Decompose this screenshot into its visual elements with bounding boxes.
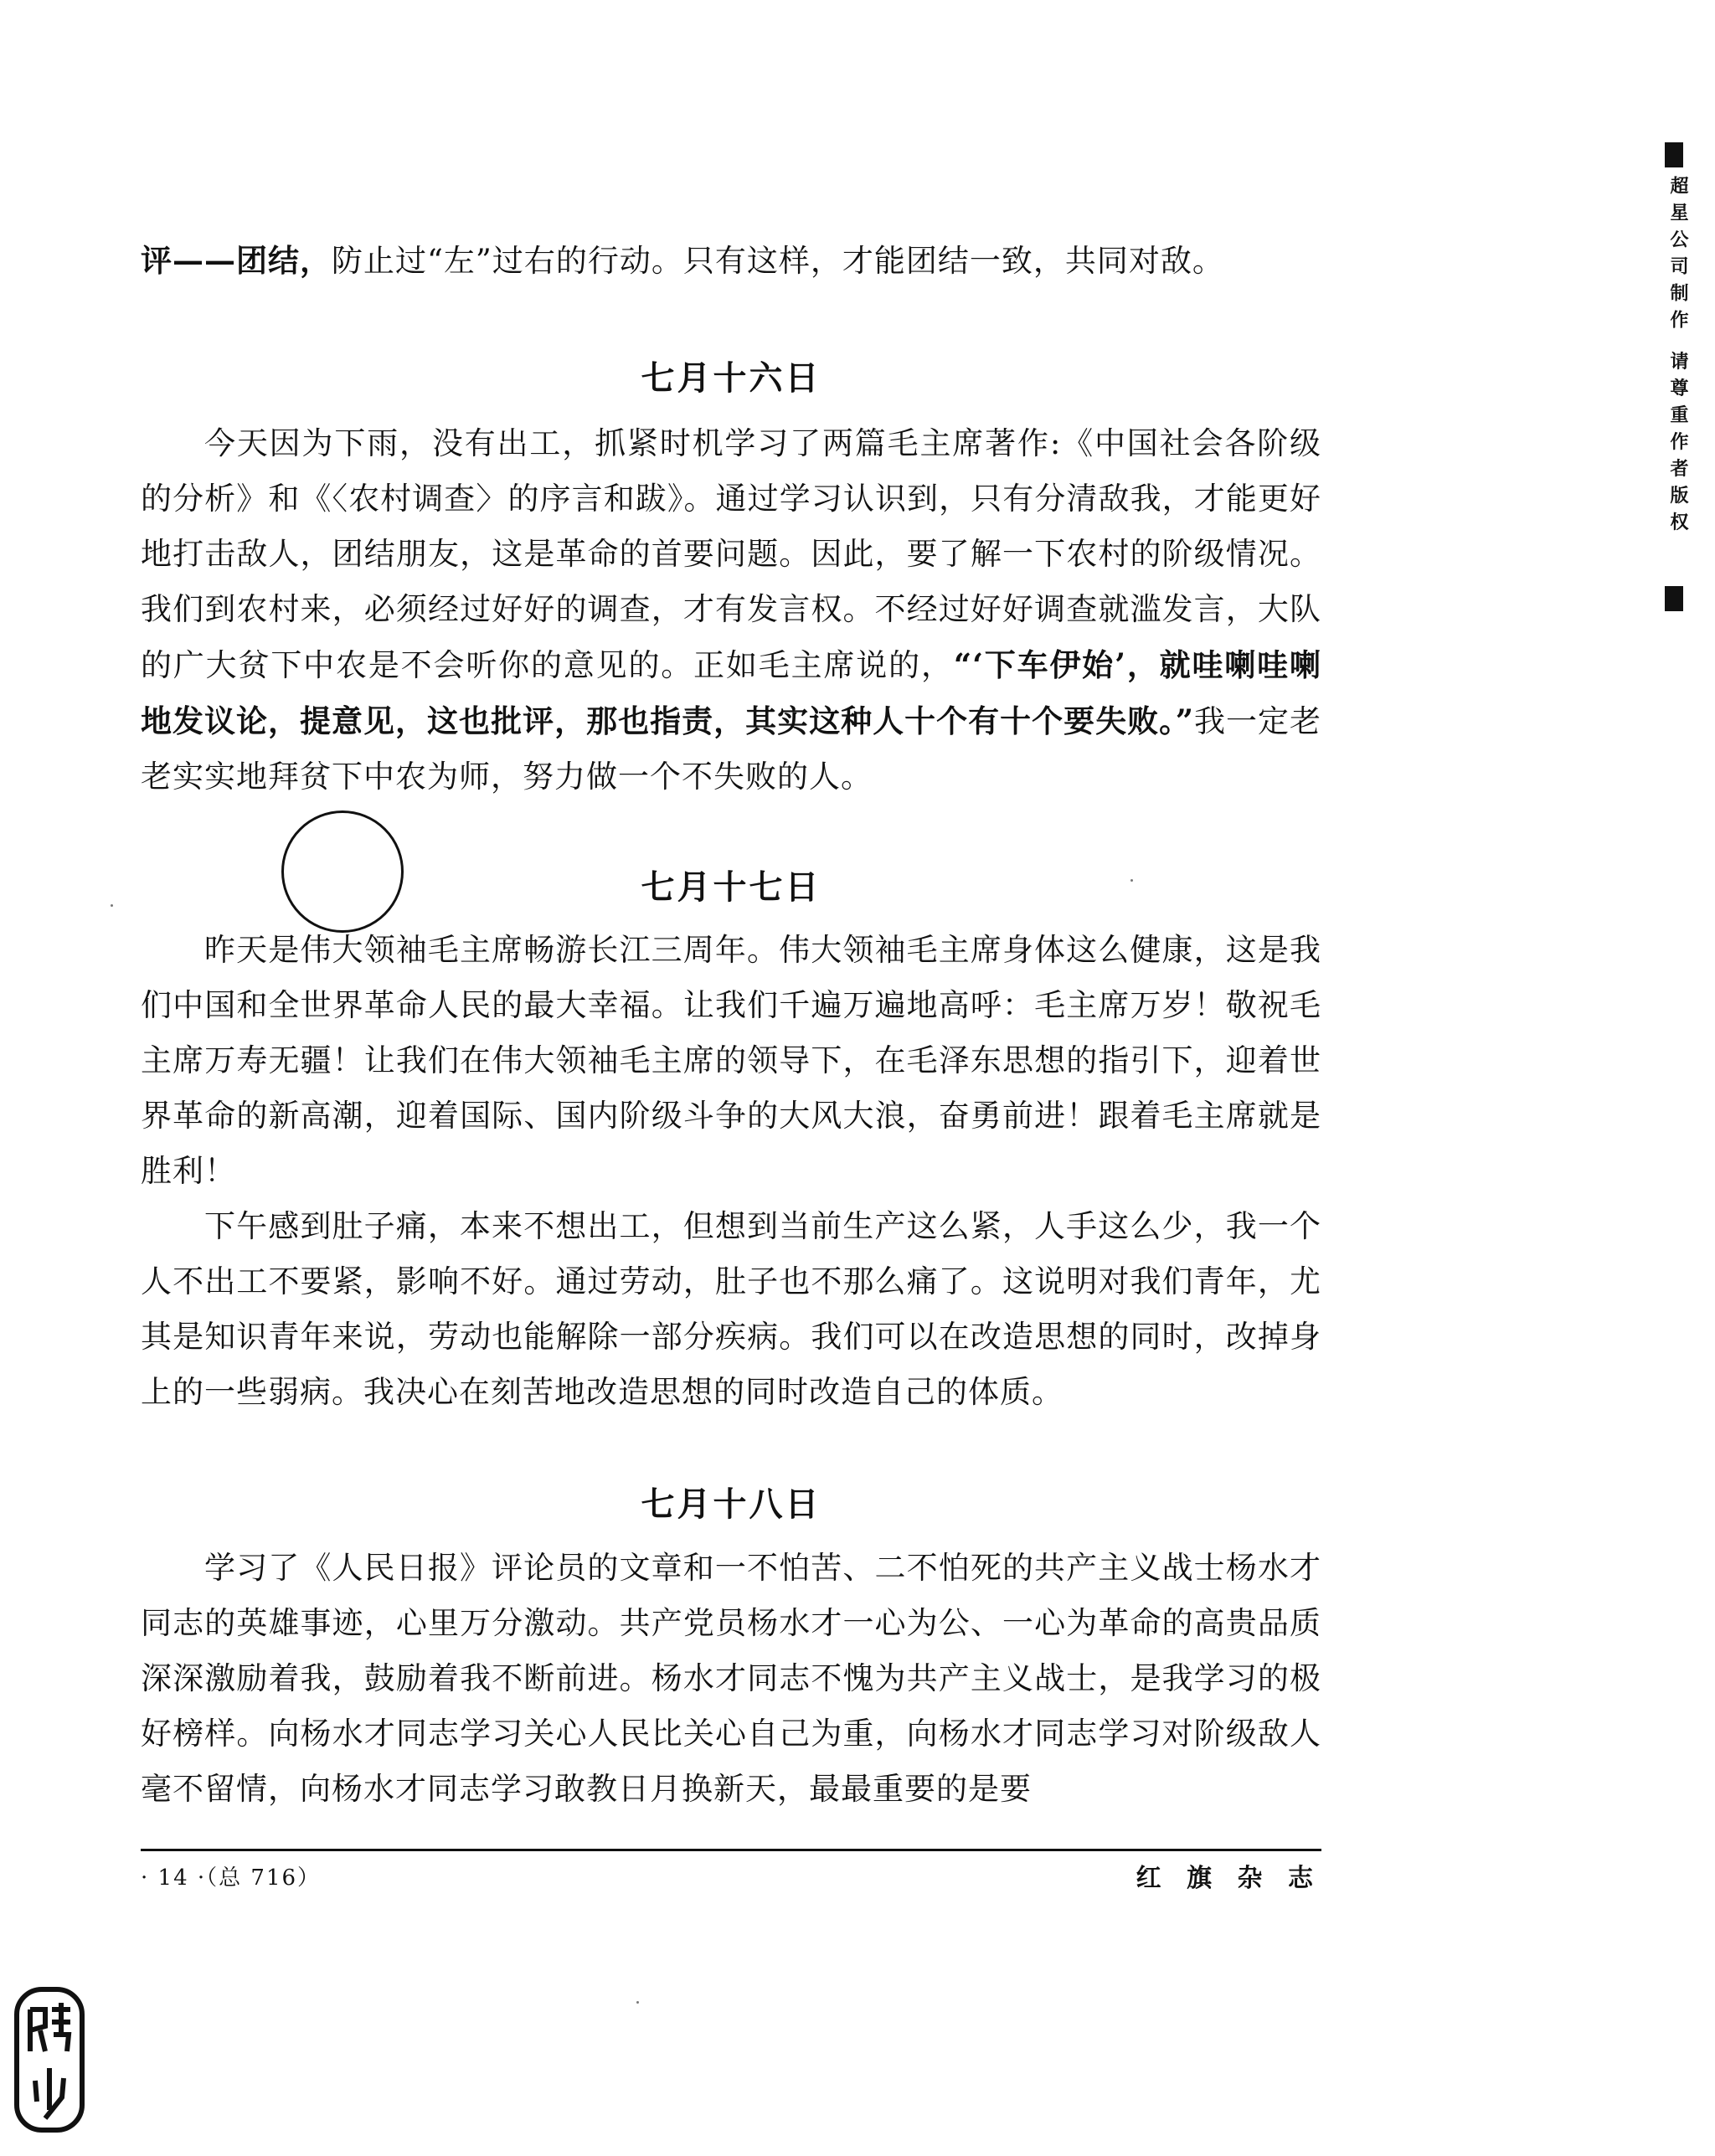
seal-stamp xyxy=(12,1984,87,2135)
sidebar-top-bar xyxy=(1665,142,1683,167)
entry-july-16-quote: “‘下车伊始’，就哇喇哇喇地发议论，提意见，这也批评，那也指责，其实这种人十个有十个要失败。” xyxy=(141,646,1322,739)
entry-july-17-paragraph-2: 下午感到肚子痛，本来不想出工，但想到当前生产这么紧，人手这么少，我一个人不出工不要紧，影响不好。通过劳动，肚子也不那么痛了。这说明对我们青年，尤其是知识青年来说，劳动也能解除一部分疾病。我们可以在改造思想的同时，改掉身上的一些弱病。我决心在刻苦地改造思想的同时改造自己的体质。 xyxy=(141,1208,1321,1410)
copyright-sidebar xyxy=(1660,142,1690,611)
entry-july-18-paragraph: 学习了《人民日报》评论员的文章和一不怕苦、二不怕死的共产主义战士杨水才同志的英雄事迹，心里万分激动。共产党员杨水才一心为公、一心为革命的高贵品质深深激励着我，鼓励着我不断前进。杨水才同志不愧为共产主义战士，是我学习的极好榜样。向杨水才同志学习关心人民比关心自己为重，向杨水才同志学习对阶级敌人毫不留情，向杨水才同志学习敢教日月换新天，最最重要的是要 xyxy=(141,1550,1321,1807)
page-number: · 14 ·（总 716） xyxy=(141,1865,322,1891)
entry-july-18 xyxy=(141,1541,1321,1817)
heading-july-16: 七月十六日 xyxy=(641,359,821,398)
entry-july-17 xyxy=(141,923,1321,1420)
copyright-notice: 超星公司制作 请尊重作者版权 xyxy=(1667,176,1688,539)
journal-name: 红 旗 杂 志 xyxy=(1136,1864,1321,1893)
continuation-block xyxy=(141,233,1321,289)
continuation-paragraph xyxy=(141,233,1321,289)
heading-july-17: 七月十七日 xyxy=(641,868,821,907)
entry-july-16 xyxy=(141,416,1321,805)
entry-july-17-paragraph-1: 昨天是伟大领袖毛主席畅游长江三周年。伟大领袖毛主席身体这么健康，这是我们中国和全世界革命人民的最大幸福。让我们千遍万遍地高呼：毛主席万岁！敬祝毛主席万寿无疆！让我们在伟大领袖毛主席的领导下，在毛泽东思想的指引下，迎着世界革命的新高潮，迎着国际、国内阶级斗争的大风大浪，奋勇前进！跟着毛主席就是胜利！ xyxy=(141,932,1321,1189)
footer-rule xyxy=(141,1849,1321,1851)
sidebar-bottom-bar xyxy=(1665,586,1683,611)
continuation-bold: 评——团结， xyxy=(141,242,332,279)
scan-speck xyxy=(111,904,113,907)
heading-july-18: 七月十八日 xyxy=(641,1485,821,1524)
scan-speck xyxy=(636,2001,639,2004)
entry-july-16-ending: 我一定老老实实地拜贫下中农为师，努力做一个不失败的人。 xyxy=(141,703,1322,795)
entry-july-16-paragraph xyxy=(141,416,1321,805)
seal-stamp-graphic xyxy=(12,1984,87,2135)
continuation-text: 防止过“左”过右的行动。只有这样，才能团结一致，共同对敌。 xyxy=(332,243,1224,279)
entry-july-16-text: 今天因为下雨，没有出工，抓紧时机学习了两篇毛主席著作:《中国社会各阶级的分析》和《〈农村调查〉的序言和跋》。通过学习认识到，只有分清敌我，才能更好地打击敌人，团结朋友，这是革命的首要问题。因此，要了解一下农村的阶级情况。我们到农村来，必须经过好好的调查，才有发言权。不经过好好调查就滥发言，大队的广大贫下中农是不会听你的意见的。正如毛主席说的， xyxy=(141,425,1321,683)
scan-speck xyxy=(1130,879,1133,882)
